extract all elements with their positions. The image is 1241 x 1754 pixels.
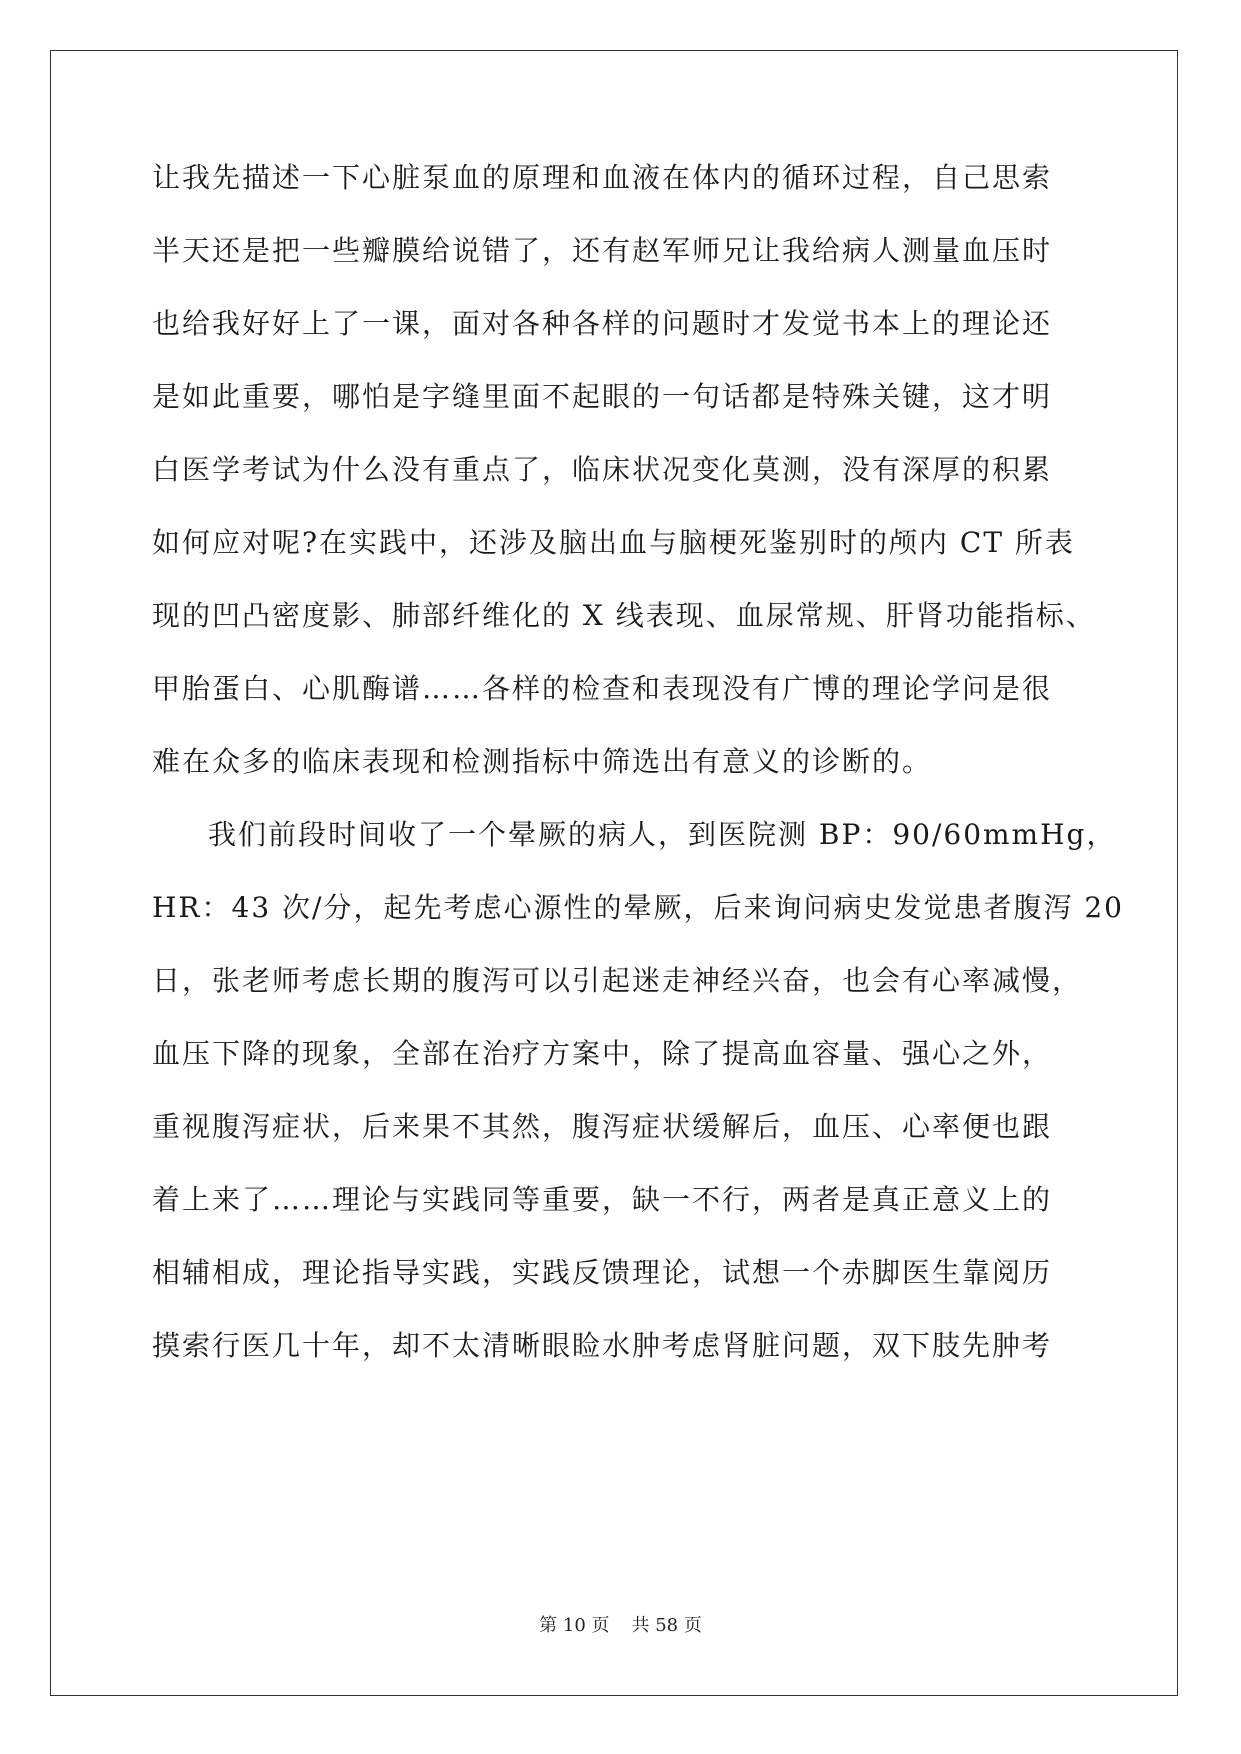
text-line: HR：43 次/分，起先考虑心源性的晕厥，后来询问病史发觉患者腹泻 20 xyxy=(152,891,1124,924)
text-line: 日，张老师考虑长期的腹泻可以引起迷走神经兴奋，也会有心率减慢， xyxy=(152,964,1083,997)
page-number: 第 10 页 xyxy=(539,1615,610,1636)
text-line: 血压下降的现象，全部在治疗方案中，除了提高血容量、强心之外， xyxy=(152,1037,1053,1070)
text-line: 现的凹凸密度影、肺部纤维化的 X 线表现、血尿常规、肝肾功能指标、 xyxy=(152,599,1096,632)
text-line: 让我先描述一下心脏泵血的原理和血液在体内的循环过程，自己思索 xyxy=(152,161,1053,194)
text-line: 半天还是把一些瓣膜给说错了，还有赵军师兄让我给病人测量血压时 xyxy=(152,234,1053,267)
text-line: 甲胎蛋白、心肌酶谱……各样的检查和表现没有广博的理论学问是很 xyxy=(152,672,1053,705)
text-line: 着上来了……理论与实践同等重要，缺一不行，两者是真正意义上的 xyxy=(152,1183,1053,1216)
text-line: 相辅相成，理论指导实践，实践反馈理论，试想一个赤脚医生靠阅历 xyxy=(152,1256,1053,1289)
text-line: 摸索行医几十年，却不太清晰眼睑水肿考虑肾脏问题，双下肢先肿考 xyxy=(152,1329,1053,1362)
page-footer xyxy=(0,1611,1241,1637)
paragraph-start-line: 我们前段时间收了一个晕厥的病人，到医院测 BP：90/60mmHg， xyxy=(208,818,1117,851)
text-line: 难在众多的临床表现和检测指标中筛选出有意义的诊断的。 xyxy=(152,745,933,778)
text-line: 也给我好好上了一课，面对各种各样的问题时才发觉书本上的理论还 xyxy=(152,307,1053,340)
page-total: 共 58 页 xyxy=(631,1615,702,1636)
text-line: 白医学考试为什么没有重点了，临床状况变化莫测，没有深厚的积累 xyxy=(152,453,1053,486)
text-line: 重视腹泻症状，后来果不其然，腹泻症状缓解后，血压、心率便也跟 xyxy=(152,1110,1053,1143)
page-border xyxy=(50,50,1178,1696)
text-line: 是如此重要，哪怕是字缝里面不起眼的一句话都是特殊关键，这才明 xyxy=(152,380,1053,413)
text-line: 如何应对呢?在实践中，还涉及脑出血与脑梗死鉴别时的颅内 CT 所表 xyxy=(152,526,1075,559)
